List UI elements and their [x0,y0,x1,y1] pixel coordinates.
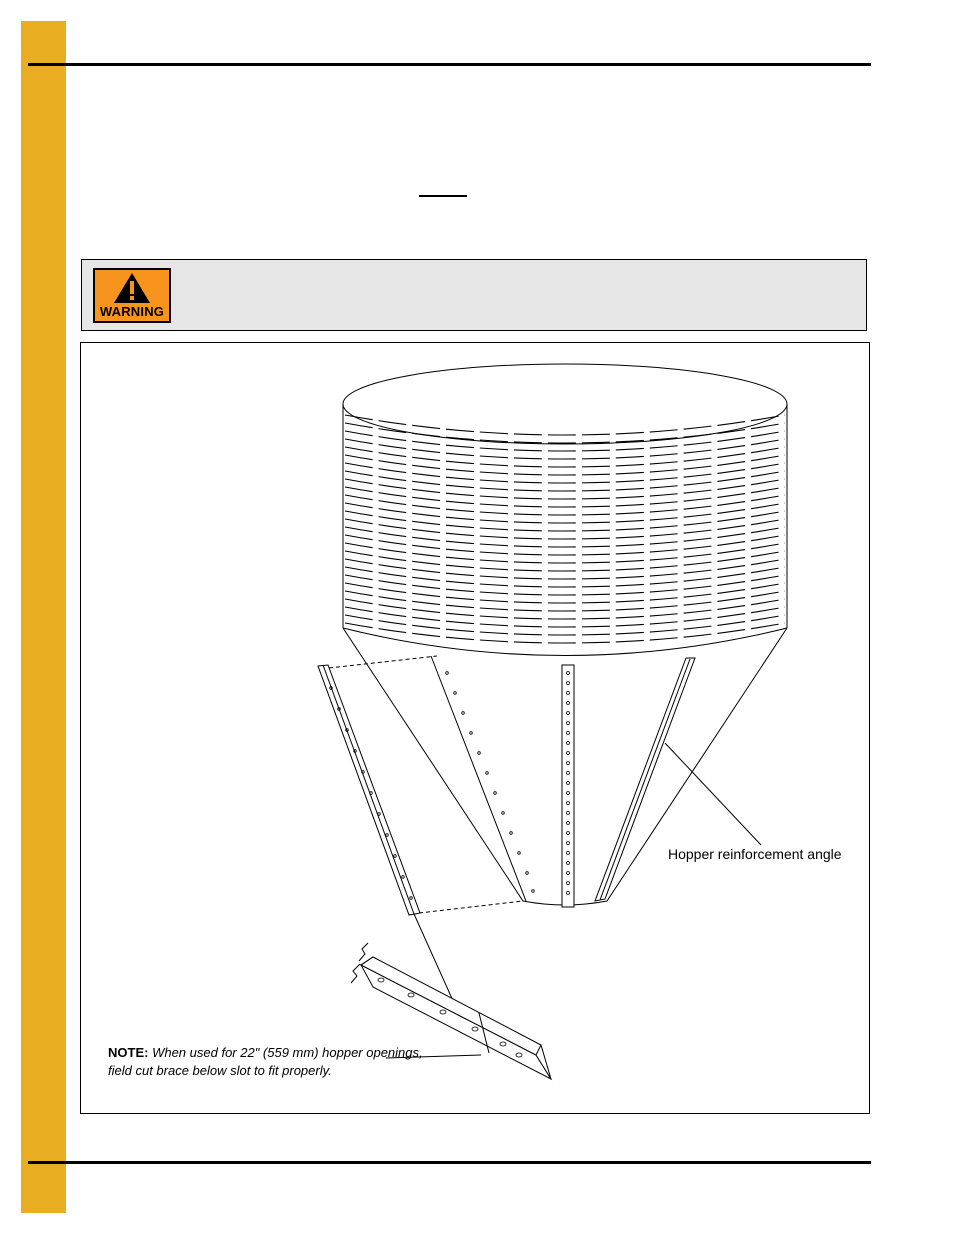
bin-top-ellipse [343,364,787,444]
footer-rule [28,1161,871,1164]
heading-underline [419,195,467,197]
note-text: When used for 22" (559 mm) hopper openings, field cut brace below slot to fit properly. [108,1045,423,1078]
hopper-figure [80,342,870,1114]
warning-box [81,259,867,331]
note-label: NOTE: [108,1045,149,1060]
side-color-bar [21,21,66,1213]
warning-sign [93,268,171,323]
exclamation-triangle-icon [113,272,151,304]
hopper-reinforcement-angle-label: Hopper reinforcement angle [668,846,842,862]
warning-label: WARNING [99,304,165,319]
figure-note [108,1044,438,1080]
header-rule [28,63,871,66]
corrugation-lines [345,415,785,643]
hopper-drawing [81,343,871,1115]
